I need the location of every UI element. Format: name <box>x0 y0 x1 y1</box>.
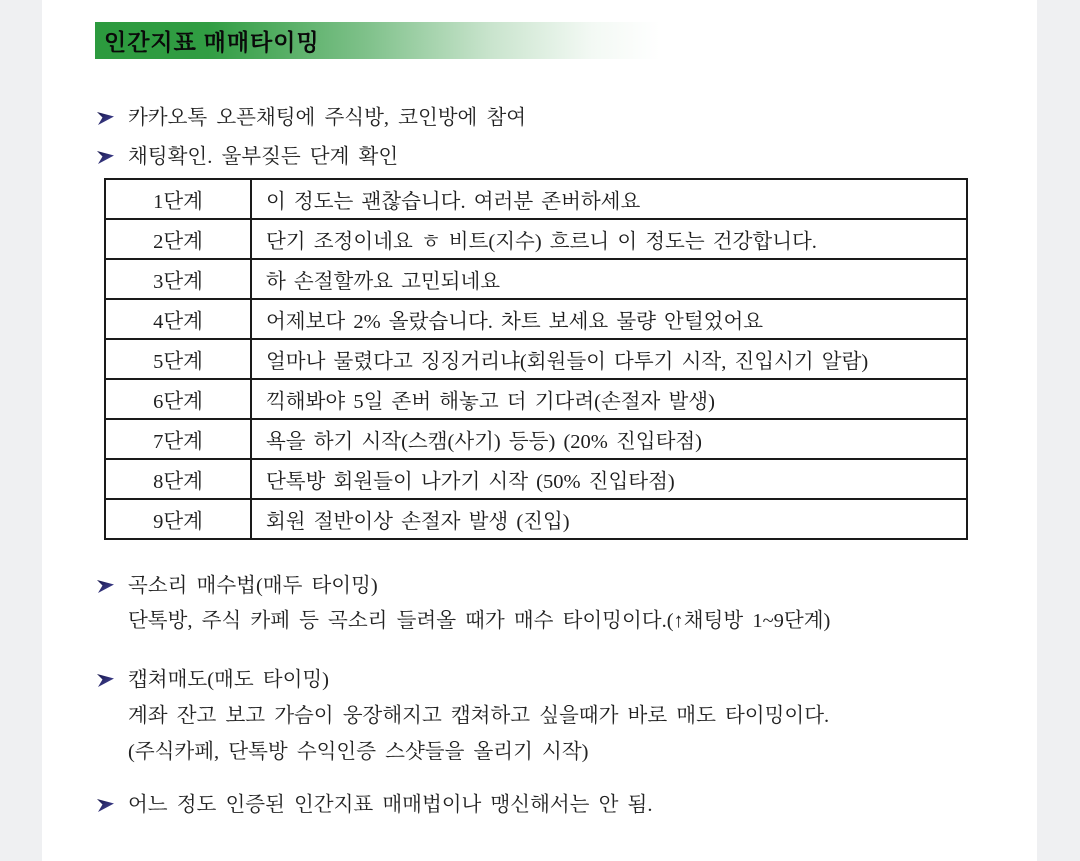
page-title: 인간지표 매매타이밍 <box>104 30 320 55</box>
dart-arrow-icon <box>96 671 115 688</box>
desc-cell: 얼마나 물렸다고 징징거리냐(회원들이 다투기 시작, 진입시기 알람) <box>251 339 967 379</box>
section-line: 계좌 잔고 보고 가슴이 웅장해지고 캡쳐하고 싶을때가 바로 매도 타이밍이다. <box>128 705 830 727</box>
dart-arrow-icon <box>96 148 115 165</box>
section-line: 단톡방, 주식 카페 등 곡소리 들려올 때가 매수 타이밍이다.(↑채팅방 1~9단계) <box>128 610 831 632</box>
table-row <box>105 179 967 219</box>
bullet-item <box>96 572 378 600</box>
table-row <box>105 419 967 459</box>
bullet-item <box>96 791 652 819</box>
bullet-text: 카카오톡 오픈채팅에 주식방, 코인방에 참여 <box>128 107 527 129</box>
section-heading: 어느 정도 인증된 인간지표 매매법이나 맹신해서는 안 됨. <box>128 794 653 816</box>
bullet-text: 채팅확인. 울부짖든 단계 확인 <box>128 146 399 168</box>
section-heading: 캡쳐매도(매도 타이밍) <box>128 669 330 691</box>
stage-cell: 4단계 <box>105 299 251 339</box>
title-banner <box>95 22 660 59</box>
section-line: (주식카페, 단톡방 수익인증 스샷들을 올리기 시작) <box>128 741 589 763</box>
desc-cell: 끽해봐야 5일 존버 해놓고 더 기다려(손절자 발생) <box>251 379 967 419</box>
stages-table <box>104 178 968 540</box>
table-row <box>105 299 967 339</box>
dart-arrow-icon <box>96 109 115 126</box>
dart-arrow-icon <box>96 577 115 594</box>
stage-cell: 2단계 <box>105 219 251 259</box>
desc-cell: 회원 절반이상 손절자 발생 (진입) <box>251 499 967 539</box>
bullet-item <box>96 143 398 171</box>
table-row <box>105 499 967 539</box>
dart-arrow-icon <box>96 796 115 813</box>
table-row <box>105 459 967 499</box>
bullet-item <box>96 666 329 694</box>
section-heading: 곡소리 매수법(매두 타이밍) <box>128 575 378 597</box>
stage-cell: 7단계 <box>105 419 251 459</box>
table-row <box>105 379 967 419</box>
desc-cell: 이 정도는 괜찮습니다. 여러분 존버하세요 <box>251 179 967 219</box>
bullet-item <box>96 104 526 132</box>
stage-cell: 9단계 <box>105 499 251 539</box>
table-row <box>105 219 967 259</box>
stage-cell: 8단계 <box>105 459 251 499</box>
stage-cell: 1단계 <box>105 179 251 219</box>
desc-cell: 어제보다 2% 올랐습니다. 차트 보세요 물량 안털었어요 <box>251 299 967 339</box>
table-row <box>105 339 967 379</box>
desc-cell: 욕을 하기 시작(스캠(사기) 등등) (20% 진입타점) <box>251 419 967 459</box>
desc-cell: 하 손절할까요 고민되네요 <box>251 259 967 299</box>
desc-cell: 단톡방 회원들이 나가기 시작 (50% 진입타점) <box>251 459 967 499</box>
desc-cell: 단기 조정이네요 ㅎ 비트(지수) 흐르니 이 정도는 건강합니다. <box>251 219 967 259</box>
stage-cell: 3단계 <box>105 259 251 299</box>
stage-cell: 6단계 <box>105 379 251 419</box>
table-row <box>105 259 967 299</box>
stage-cell: 5단계 <box>105 339 251 379</box>
